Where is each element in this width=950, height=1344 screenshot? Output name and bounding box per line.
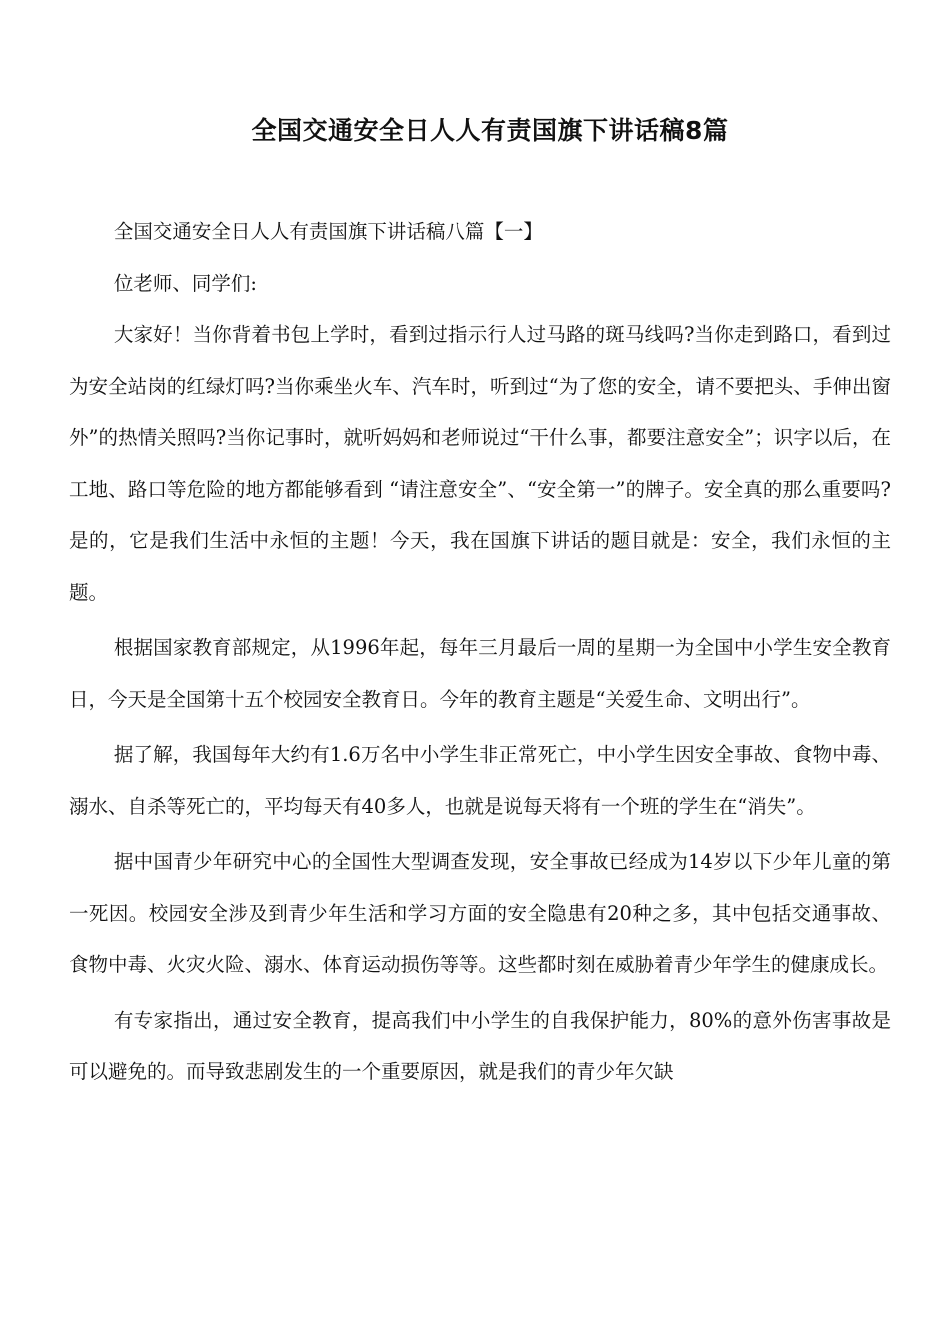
body-paragraph: 根据国家教育部规定，从1996年起，每年三月最后一周的星期一为全国中小学生安全教育日，今天是全国第十五个校园安全教育日。今年的教育主题是“关爱生命、文明出行”。 <box>69 636 891 711</box>
body-paragraph: 大家好！当你背着书包上学时，看到过指示行人过马路的斑马线吗?当你走到路口，看到过为安全站岗的红绿灯吗?当你乘坐火车、汽车时，听到过“为了您的安全，请不要把头、手伸出窗外”的热情关照吗?当你记事时，就听妈妈和老师说过“干什么事，都要注意安全”；识字以后，在工地、路口等危险的地方都能够看到 “请注意安全”、“安全第一”的牌子。安全真的那么重要吗?是的，它是我们生活中永恒的主题！今天，我在国旗下讲话的题目就是：安全，我们永恒的主题。 <box>69 323 891 604</box>
body-paragraph: 有专家指出，通过安全教育，提高我们中小学生的自我保护能力，80%的意外伤害事故是可以避免的。而导致悲剧发生的一个重要原因，就是我们的青少年欠缺 <box>69 1008 891 1083</box>
section-heading: 全国交通安全日人人有责国旗下讲话稿八篇【一】 <box>113 220 543 243</box>
body-paragraph: 据中国青少年研究中心的全国性大型调查发现，安全事故已经成为14岁以下少年儿童的第一死因。校园安全涉及到青少年生活和学习方面的安全隐患有20种之多，其中包括交通事故、食物中毒、火灾火险、溺水、体育运动损伤等等。这些都时刻在威胁着青少年学生的健康成长。 <box>69 850 891 976</box>
document-body <box>69 206 891 1098</box>
body-paragraph: 据了解，我国每年大约有1.6万名中小学生非正常死亡，中小学生因安全事故、食物中毒、溺水、自杀等死亡的，平均每天有40多人，也就是说每天将有一个班的学生在“消失”。 <box>69 743 891 818</box>
document-title: 全国交通安全日人人有责国旗下讲话稿8篇 <box>251 115 729 145</box>
salutation: 位老师、同学们: <box>113 271 257 295</box>
